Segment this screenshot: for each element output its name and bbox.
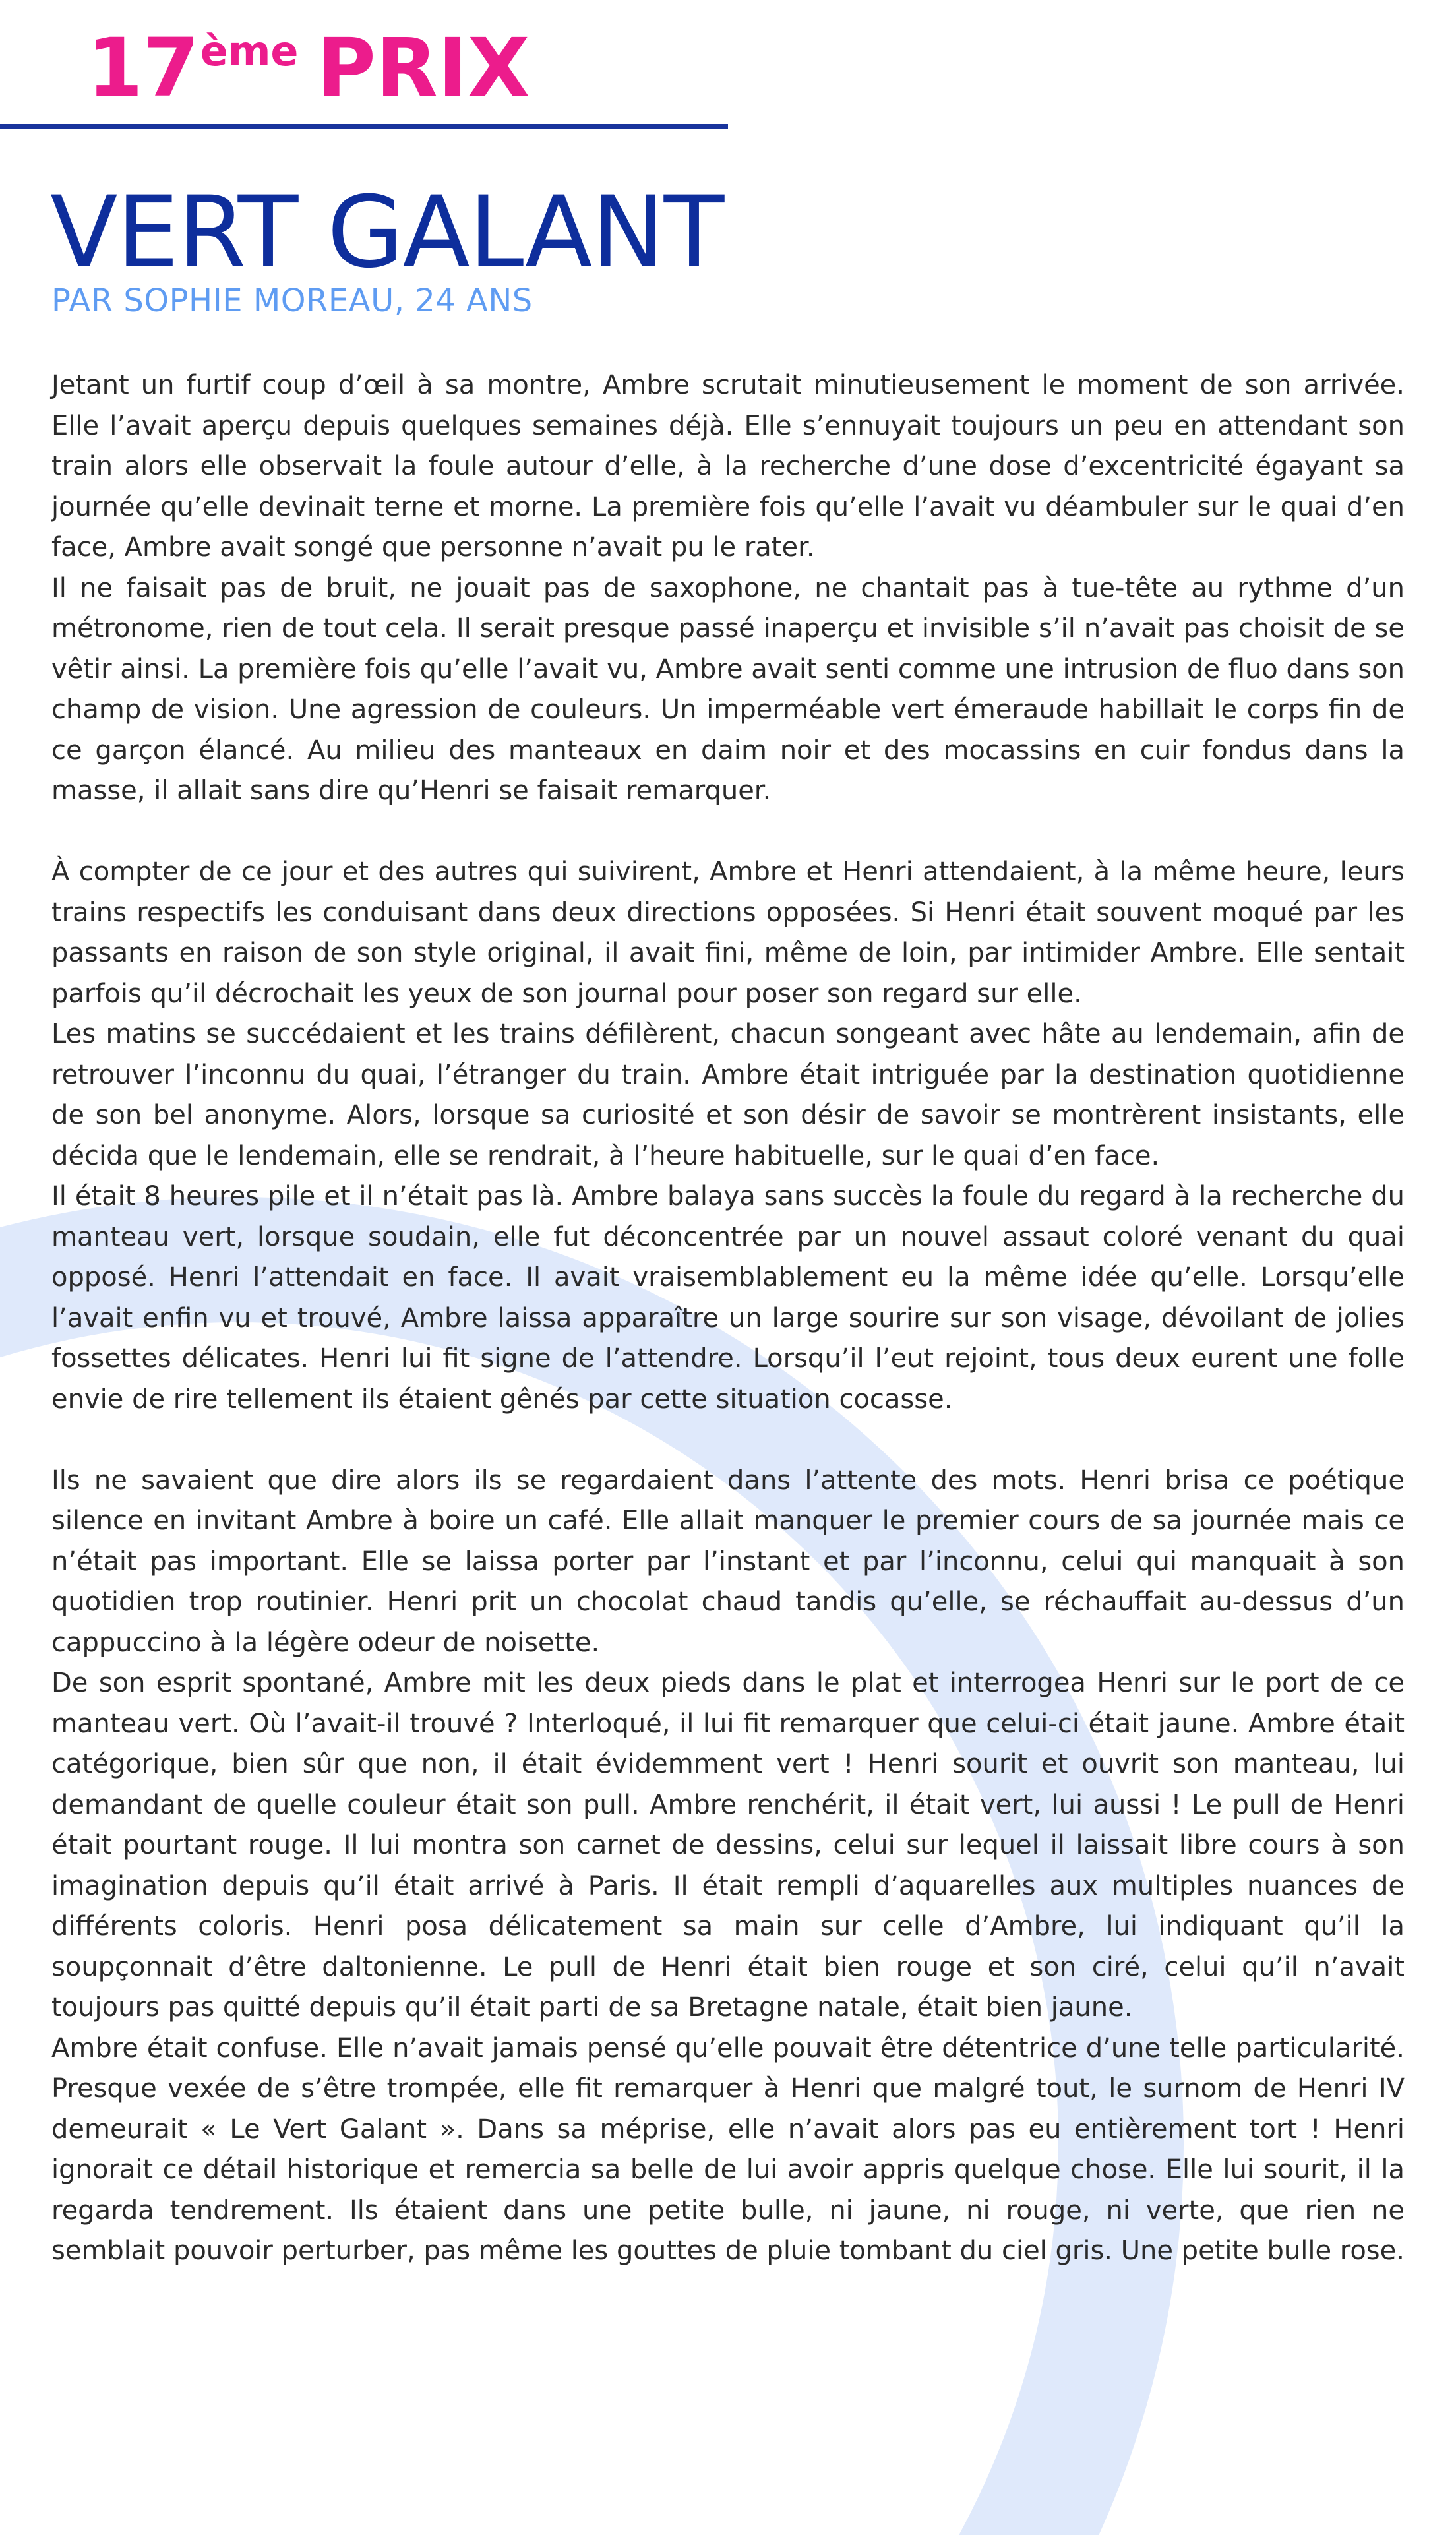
story-paragraph: Il ne faisait pas de bruit, ne jouait pas de saxophone, ne chantait pas à tue-tête au rythme d’un métronome, rien de tout cela. Il serait presque passé inaperçu et invisible s’il n’avait pas choisit de se vêtir ainsi. La première fois qu’elle l’avait vu, Ambre avait senti comme une intrusion de fluo dans son champ de vision. Une agression de couleurs. Un imperméable vert émeraude habillait le corps fin de ce garçon élancé. Au milieu des manteaux en daim noir et des mocassins en cuir fondus dans la masse, il allait sans dire qu’Henri se faisait remarquer. bbox=[51, 572, 1405, 806]
story-body bbox=[51, 365, 1405, 2272]
story-paragraph: À compter de ce jour et des autres qui suivirent, Ambre et Henri attendaient, à la même heure, leurs trains respectifs les conduisant dans deux directions opposées. Si Henri était souvent moqué par les passants en raison de son style original, il avait fini, même de loin, par intimider Ambre. Elle sentait parfois qu’il décrochait les yeux de son journal pour poser son regard sur elle. bbox=[51, 857, 1405, 1009]
story-paragraph: Ambre était confuse. Elle n’avait jamais pensé qu’elle pouvait être détentrice d’une telle particularité. Presque vexée de s’être trompée, elle fit remarquer à Henri que malgré tout, le surnom de Henri IV demeurait « Le Vert Galant ». Dans sa méprise, elle n’avait alors pas eu entièrement tort ! Henri ignorait ce détail historique et remercia sa belle de lui avoir appris quelque chose. Elle lui sourit, il la regarda tendrement. Ils étaient dans une petite bulle, ni jaune, ni rouge, ni verte, que rien ne semblait pouvoir perturber, pas même les gouttes de pluie tombant du ciel gris. Une petite bulle rose. bbox=[51, 2032, 1405, 2266]
story-paragraph: Jetant un furtif coup d’œil à sa montre, Ambre scrutait minutieusement le moment de son arrivée. Elle l’avait aperçu depuis quelques semaines déjà. Elle s’ennuyait toujours un peu en attendant son train alors elle observait la foule autour d’elle, à la recherche d’une dose d’excentricité égayant sa journée qu’elle devinait terne et morne. La première fois qu’elle l’avait vu déambuler sur le quai d’en face, Ambre avait songé que personne n’avait pu le rater. bbox=[51, 370, 1405, 563]
story-title: VERT GALANT bbox=[50, 175, 723, 290]
story-paragraph: De son esprit spontané, Ambre mit les deux pieds dans le plat et interrogea Henri sur le port de ce manteau vert. Où l’avait-il trouvé ? Interloqué, il lui fit remarquer que celui-ci était jaune. Ambre était catégorique, bien sûr que non, il était évidemment vert ! Henri sourit et ouvrit son manteau, lui demandant de quelle couleur était son pull. Ambre renchérit, il était vert, lui aussi ! Le pull de Henri était pourtant rouge. Il lui montra son carnet de dessins, celui sur lequel il laissait libre cours à son imagination depuis qu’il était arrivé à Paris. Il était rempli d’aquarelles aux multiples nuances de différents coloris. Henri posa délicatement sa main sur celle d’Ambre, lui indiquant qu’il la soupçonnait d’être daltonienne. Le pull de Henri était bien rouge et son ciré, celui qu’il n’avait toujours pas quitté depuis qu’il était parti de sa Bretagne natale, était bien jaune. bbox=[51, 1668, 1405, 2023]
story-paragraph: Il était 8 heures pile et il n’était pas là. Ambre balaya sans succès la foule du regard à la recherche du manteau vert, lorsque soudain, elle fut déconcentrée par un nouvel assaut coloré venant du quai opposé. Henri l’attendait en face. Il avait vraisemblablement eu la même idée qu’elle. Lorsqu’elle l’avait enfin vu et trouvé, Ambre laissa apparaître un large sourire sur son visage, dévoilant de jolies fossettes délicates. Henri lui fit signe de l’attendre. Lorsqu’il l’eut rejoint, tous deux eurent une folle envie de rire tellement ils étaient gênés par cette situation cocasse. bbox=[51, 1181, 1405, 1415]
prize-ordinal-suffix: ème bbox=[200, 27, 299, 75]
prize-number: 17 bbox=[87, 21, 199, 115]
prize-heading bbox=[87, 18, 530, 131]
header-rule bbox=[0, 124, 728, 129]
author-byline: PAR SOPHIE MOREAU, 24 ANS bbox=[51, 282, 533, 319]
story-paragraph: Ils ne savaient que dire alors ils se regardaient dans l’attente des mots. Henri brisa ce poétique silence en invitant Ambre à boire un café. Elle allait manquer le premier cours de sa journée mais ce n’était pas important. Elle se laissa porter par l’instant et par l’inconnu, celui qui manquait à son quotidien trop routinier. Henri prit un chocolat chaud tandis qu’elle, se réchauffait au-dessus d’un cappuccino à la légère odeur de noisette. bbox=[51, 1465, 1405, 1658]
prize-word: PRIX bbox=[317, 21, 530, 115]
story-paragraph: Les matins se succédaient et les trains défilèrent, chacun songeant avec hâte au lendemain, afin de retrouver l’inconnu du quai, l’étranger du train. Ambre était intriguée par la destination quotidienne de son bel anonyme. Alors, lorsque sa curiosité et son désir de savoir se montrèrent insistants, elle décida que le lendemain, elle se rendrait, à l’heure habituelle, sur le quai d’en face. bbox=[51, 1019, 1405, 1171]
